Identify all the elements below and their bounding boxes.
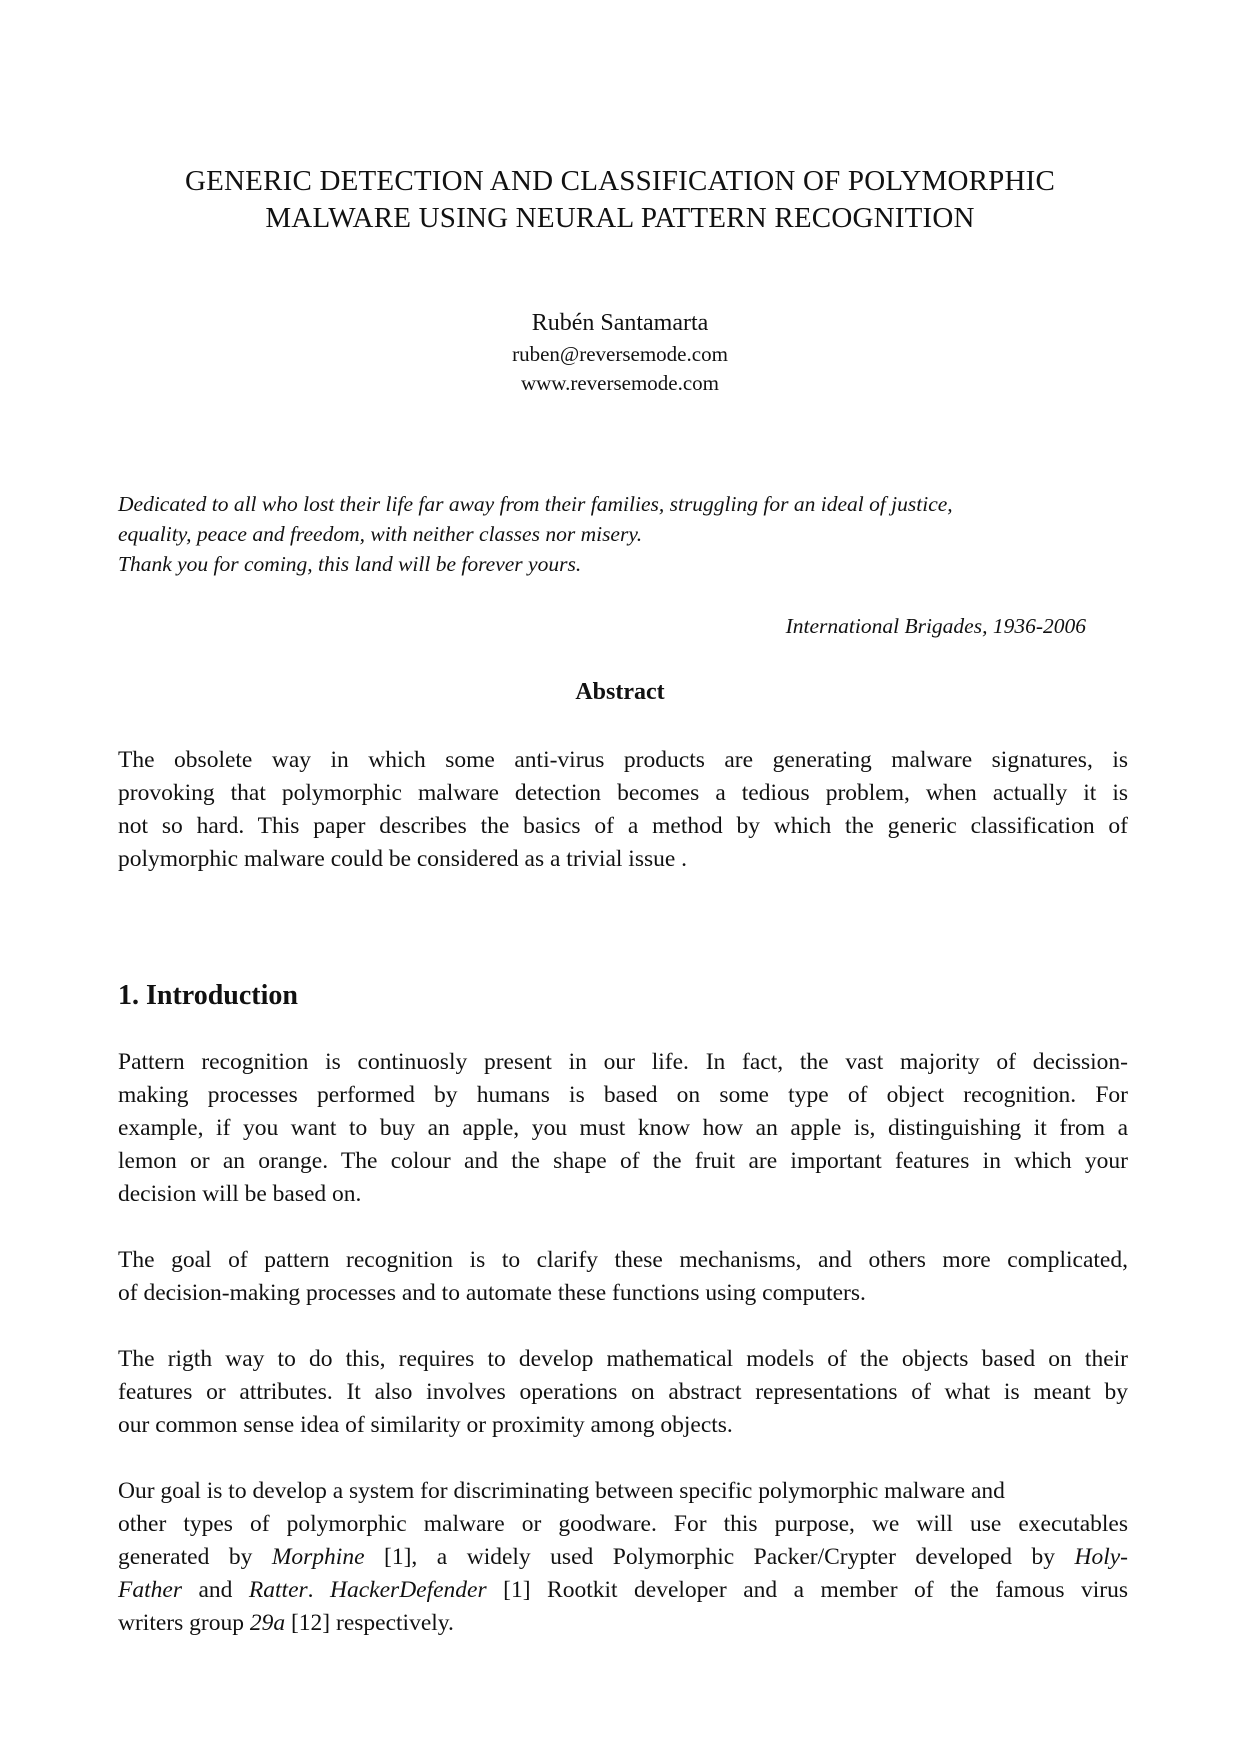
author-name-ratter: Ratter [248,1577,308,1603]
paragraph-line [118,1574,1128,1607]
paper-title [0,163,1240,237]
text-run: [1], a widely used Polymorphic Packer/Crypter developed by [364,1544,1075,1570]
abstract-line: The obsolete way in which some anti-virus products are generating malware signatures, is [118,747,1128,773]
abstract-heading: Abstract [575,679,665,705]
intro-paragraph-1 [118,1046,1128,1211]
paragraph-line [118,1607,1128,1640]
paragraph-line: lemon or an orange. The colour and the shape of the fruit are important features in which your [118,1148,1128,1174]
dedication [118,489,1128,579]
paragraph-line: our common sense idea of similarity or proximity among objects. [118,1412,733,1438]
paragraph-line: Our goal is to develop a system for discriminating between specific polymorphic malware and [118,1478,1005,1504]
text-run: [12] respectively. [285,1610,454,1636]
text-run: and [181,1577,249,1603]
title-line-1: GENERIC DETECTION AND CLASSIFICATION OF POLYMORPHIC [184,165,1056,197]
text-run: generated by [118,1544,272,1570]
paragraph-line: The rigth way to do this, requires to develop mathematical models of the objects based on their [118,1346,1128,1372]
author-name-holy-father: Holy- [1074,1544,1128,1570]
paragraph-line: example, if you want to buy an apple, you must know how an apple is, distinguishing it from a [118,1115,1128,1141]
author-name-holy-father-cont: Father [118,1577,182,1603]
abstract-line: provoking that polymorphic malware detection becomes a tedious problem, when actually it is [118,780,1128,806]
author-website[interactable]: www.reversemode.com [520,371,720,395]
paragraph-line: decision will be based on. [118,1181,362,1207]
paragraph-line: making processes performed by humans is based on some type of object recognition. For [118,1082,1128,1108]
title-line-2: MALWARE USING NEURAL PATTERN RECOGNITION [265,202,975,234]
paragraph-line: other types of polymorphic malware or goodware. For this purpose, we will use executables [118,1511,1128,1537]
dedication-line: equality, peace and freedom, with neither classes nor misery. [118,522,643,546]
author-email[interactable]: ruben@reversemode.com [512,342,728,366]
paragraph-line [118,1541,1128,1574]
text-run: . [307,1577,331,1603]
dedication-signature: International Brigades, 1936-2006 [785,614,1086,638]
intro-paragraph-3 [118,1343,1128,1442]
group-name-29a: 29a [249,1610,286,1636]
abstract-line: polymorphic malware could be considered as a trivial issue . [118,846,688,872]
paragraph-line: The goal of pattern recognition is to clarify these mechanisms, and others more complicated, [118,1247,1128,1273]
abstract-line: not so hard. This paper describes the basics of a method by which the generic classification of [118,813,1128,839]
text-run: writers group [118,1610,250,1636]
intro-paragraph-2 [118,1244,1128,1310]
author-name: Rubén Santamarta [531,310,709,336]
software-name-morphine: Morphine [271,1544,365,1570]
dedication-line: Dedicated to all who lost their life far away from their families, struggling for an ideal of justice, [118,492,953,516]
intro-paragraph-4 [118,1475,1128,1640]
paragraph-line: Pattern recognition is continuosly present in our life. In fact, the vast majority of decission- [118,1049,1128,1075]
author-block [0,306,1240,398]
section-heading-introduction: 1. Introduction [118,980,298,1011]
abstract-paragraph [118,744,1128,876]
text-run: [1] Rootkit developer and a member of the famous virus [486,1577,1128,1603]
dedication-line: Thank you for coming, this land will be forever yours. [118,552,582,576]
paragraph-line: features or attributes. It also involves operations on abstract representations of what is meant by [118,1379,1128,1405]
paragraph-line: of decision-making processes and to automate these functions using computers. [118,1280,866,1306]
software-name-hackerdefender: HackerDefender [330,1577,487,1603]
